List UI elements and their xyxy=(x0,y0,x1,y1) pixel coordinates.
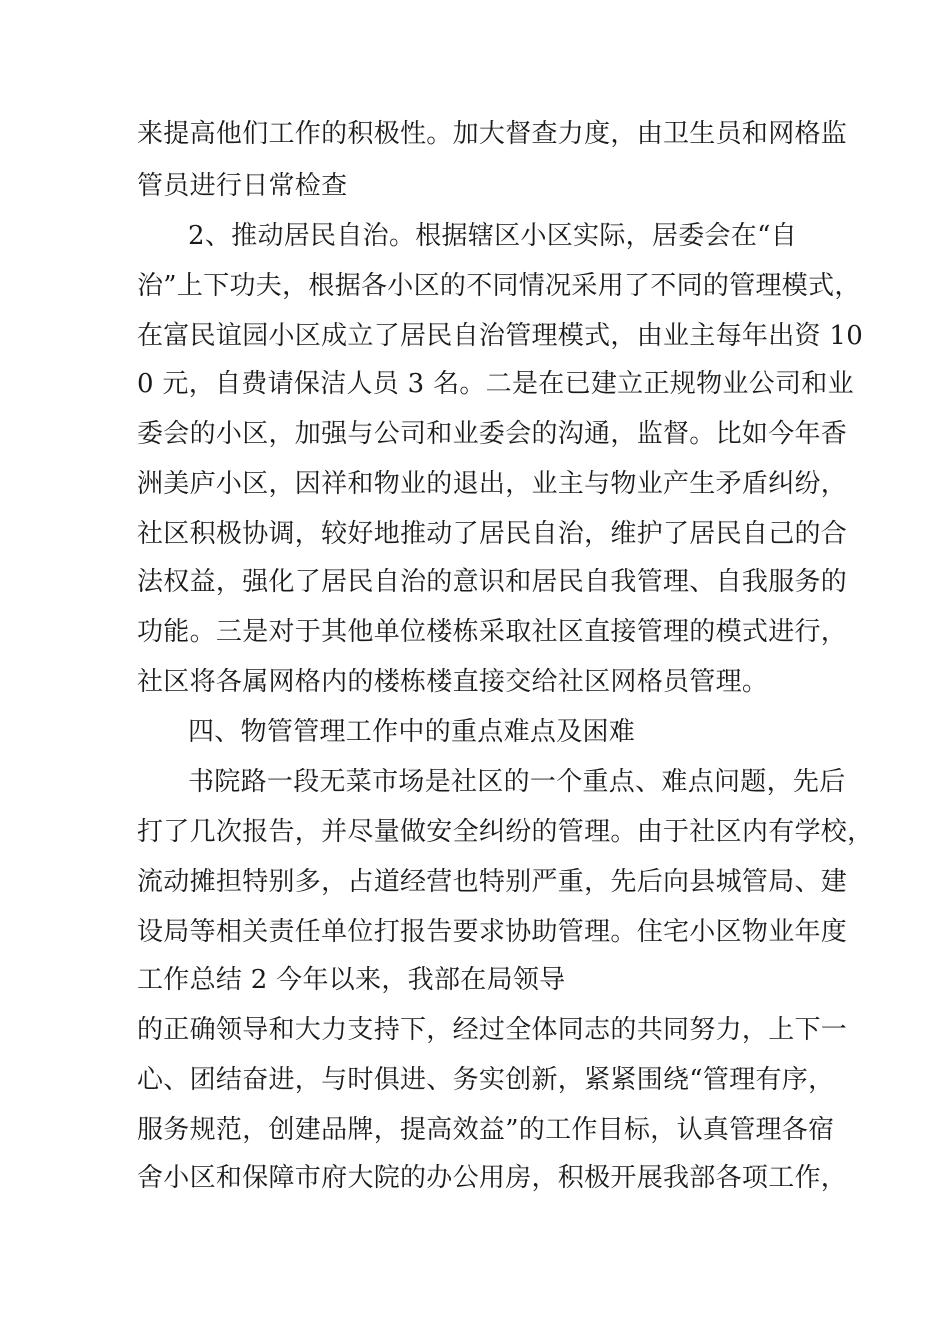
text-line: 的正确领导和大力支持下，经过全体同志的共同努力，上下一 xyxy=(137,1015,848,1045)
text-line: 心、团结奋进，与时俱进、务实创新，紧紧围绕“管理有序， xyxy=(137,1065,835,1095)
text-line: 流动摊担特别多，占道经营也特别严重，先后向县城管局、建 xyxy=(137,867,848,897)
text-line: 社区积极协调，较好地推动了居民自治，维护了居民自己的合 xyxy=(137,519,848,549)
text-line: 在富民谊园小区成立了居民自治管理模式，由业主每年出资 10 xyxy=(137,321,864,351)
text-line: 舍小区和保障市府大院的办公用房，积极开展我部各项工作， xyxy=(137,1163,848,1193)
text-line: 来提高他们工作的积极性。加大督查力度，由卫生员和网格监 xyxy=(137,119,848,149)
text-line: 功能。三是对于其他单位楼栋采取社区直接管理的模式进行， xyxy=(137,617,848,647)
text-line: 服务规范，创建品牌，提高效益”的工作目标，认真管理各宿 xyxy=(137,1115,835,1145)
text-line: 治”上下功夫，根据各小区的不同情况采用了不同的管理模式， xyxy=(137,271,861,301)
text-line: 管员进行日常检查 xyxy=(137,171,348,201)
section-heading: 四、物管管理工作中的重点难点及困难 xyxy=(188,717,636,747)
text-line: 洲美庐小区，因祥和物业的退出，业主与物业产生矛盾纠纷， xyxy=(137,469,848,499)
text-line: 法权益，强化了居民自治的意识和居民自我管理、自我服务的 xyxy=(137,567,848,597)
text-line: 打了几次报告，并尽量做安全纠纷的管理。由于社区内有学校， xyxy=(137,817,874,847)
text-line: 委会的小区，加强与公司和业委会的沟通，监督。比如今年香 xyxy=(137,419,848,449)
paragraph-start-line: 2、推动居民自治。根据辖区小区实际，居委会在“自 xyxy=(188,221,798,251)
text-line: 0 元，自费请保洁人员 3 名。二是在已建立正规物业公司和业 xyxy=(137,369,854,399)
paragraph-start-line: 书院路一段无菜市场是社区的一个重点、难点问题，先后 xyxy=(188,767,846,797)
text-line: 工作总结 2 今年以来，我部在局领导 xyxy=(137,965,566,995)
text-line: 社区将各属网格内的楼栋楼直接交给社区网格员管理。 xyxy=(137,667,769,697)
text-line: 设局等相关责任单位打报告要求协助管理。住宅小区物业年度 xyxy=(137,917,848,947)
